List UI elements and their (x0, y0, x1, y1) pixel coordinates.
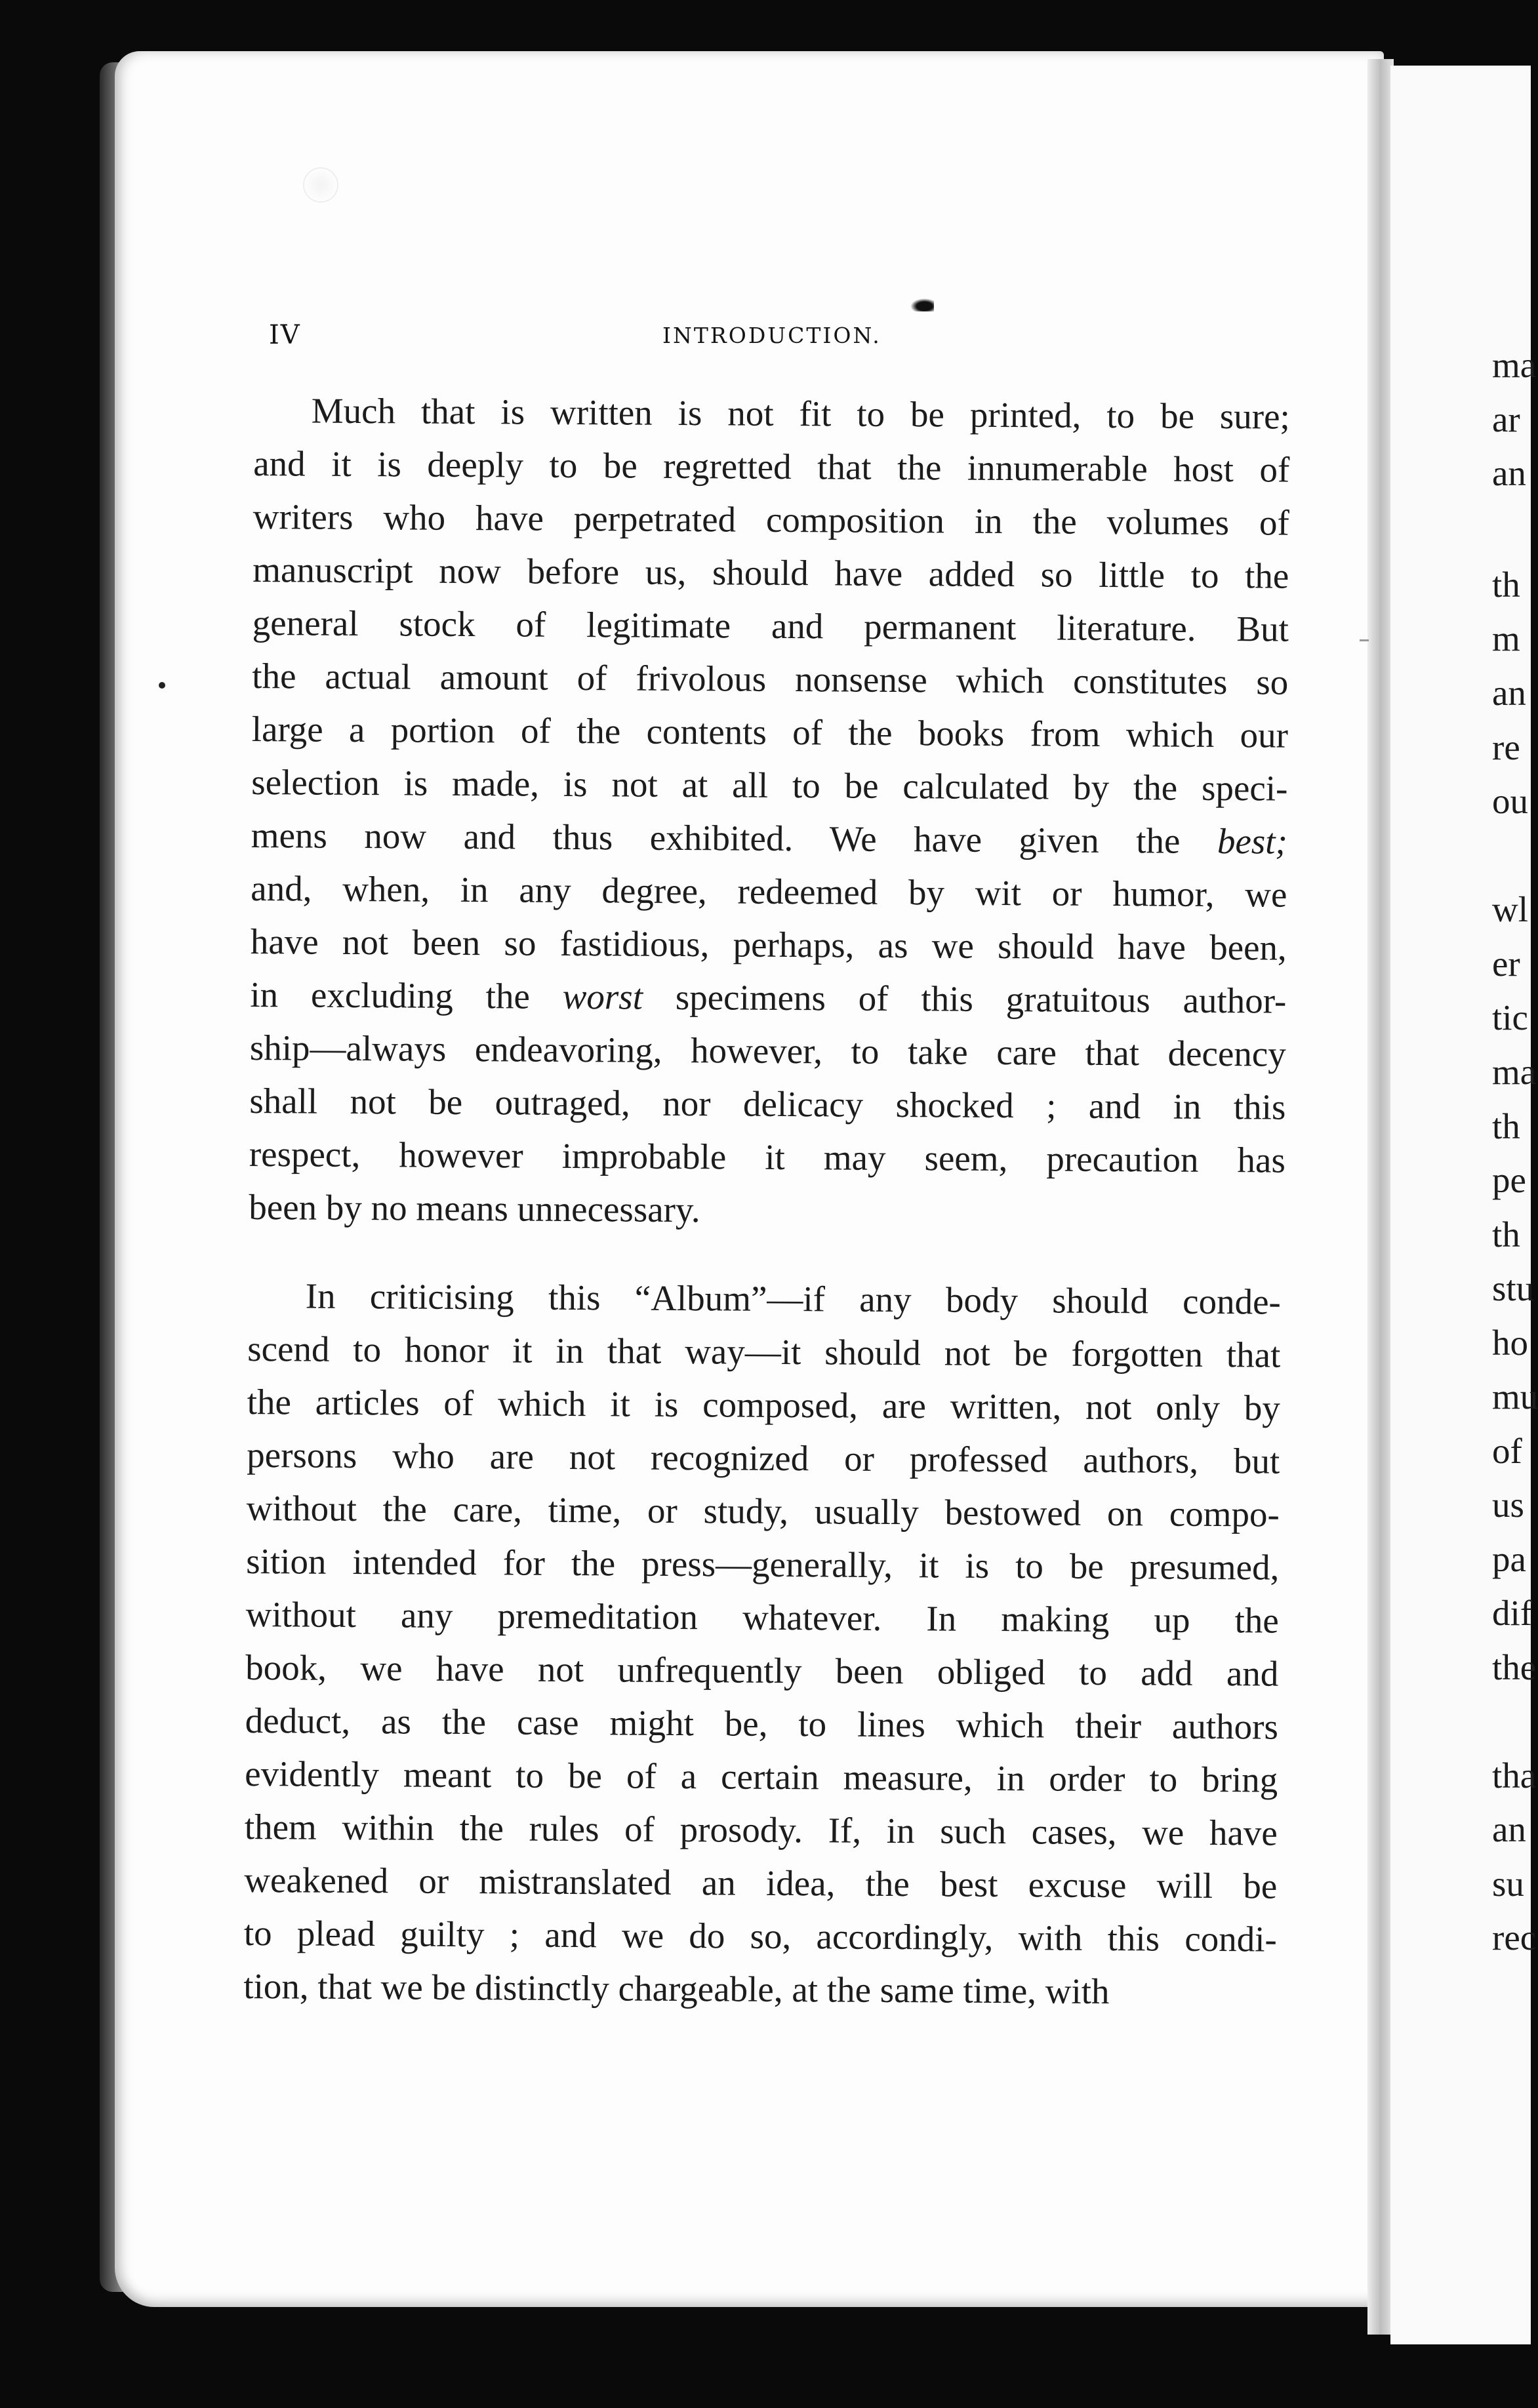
facing-page-fragment: tic (1492, 997, 1528, 1037)
text-line: Much that is written is not fit to be printed, to be sure; (311, 390, 1291, 437)
ink-blot (910, 298, 934, 311)
facing-page-fragment: th (1492, 565, 1520, 605)
text-line: deduct, as the case might be, to lines which their authors (245, 1700, 1279, 1747)
facing-page-fragment: tha (1492, 1756, 1537, 1796)
ink-dot (159, 682, 165, 689)
facing-page-fragment: an (1492, 673, 1526, 713)
facing-page-fragment: ar (1492, 399, 1520, 439)
text-line: scend to honor it in that way—it should not be forgotten that (247, 1328, 1281, 1375)
text-line: manuscript now before us, should have added so little to the (253, 549, 1289, 596)
facing-page-fragment: dif (1492, 1593, 1533, 1633)
text-line: without the care, time, or study, usually bestowed on compo- (246, 1487, 1280, 1535)
paper-stain (303, 167, 338, 203)
text-line: general stock of legitimate and permanent literature. But (252, 602, 1289, 649)
book-gutter (1367, 59, 1394, 2335)
text-line: been by no means unnecessary. (249, 1186, 700, 1230)
text-line: In criticising this “Album”—if any body should conde- (305, 1275, 1281, 1322)
text-line: weakened or mistranslated an idea, the best excuse will be (244, 1859, 1278, 1906)
text-line: large a portion of the contents of the books from which our (251, 708, 1289, 755)
page-number: IV (269, 320, 301, 350)
text-line: to plead guilty ; and we do so, accordingly, with this condi- (243, 1912, 1278, 1959)
facing-page-fragment: m (1492, 618, 1520, 658)
text-line: evidently meant to be of a certain measure, in order to bring (245, 1753, 1278, 1800)
facing-page-fragment: an (1492, 1809, 1526, 1849)
text-line: have not been so fastidious, perhaps, as we should have been, (250, 921, 1287, 968)
facing-page-fragment: mu (1492, 1376, 1538, 1416)
text-line: persons who are not recognized or professed authors, but (247, 1434, 1280, 1481)
text-line: writers who have perpetrated composition in the volumes of (253, 496, 1289, 543)
facing-page-fragment: wl (1492, 889, 1528, 929)
facing-page-fragment: th (1492, 1214, 1520, 1254)
facing-page-fragment: the (1492, 1647, 1537, 1687)
page-header (269, 320, 1292, 359)
facing-page-fragment: pe (1492, 1160, 1526, 1200)
facing-page-fragment: rec (1492, 1917, 1537, 1957)
paragraph-1 (249, 384, 1290, 1240)
facing-page-fragment: pa (1492, 1539, 1526, 1579)
facing-page-fragment: ho (1492, 1323, 1528, 1363)
facing-page-fragment: ou (1492, 781, 1528, 821)
facing-page-fragment: re (1492, 727, 1520, 767)
text-line: ship—always endeavoring, however, to take care that decency (249, 1027, 1286, 1074)
facing-page-fragment: th (1492, 1106, 1520, 1146)
facing-page-fragment: er (1492, 944, 1520, 984)
text-line: book, we have not unfrequently been obliged to add and (245, 1647, 1279, 1694)
text-line: and it is deeply to be regretted that the innumerable host of (253, 443, 1290, 490)
text-line: in excluding the worst specimens of this gratuitous author- (250, 974, 1287, 1021)
facing-page-fragment: ma (1492, 1052, 1537, 1092)
text-line: the actual amount of frivolous nonsense which constitutes so (252, 655, 1289, 702)
text-line: selection is made, is not at all to be calculated by the speci- (251, 761, 1288, 809)
margin-tick (1360, 639, 1369, 641)
facing-page-fragment: of (1492, 1431, 1522, 1471)
facing-page-fragment: su (1492, 1864, 1524, 1904)
facing-page-fragment: stu (1492, 1268, 1535, 1308)
text-line: sition intended for the press—generally, it is to be presumed, (246, 1540, 1280, 1588)
running-head: INTRODUCTION. (662, 323, 881, 348)
facing-page-fragment: an (1492, 453, 1526, 493)
text-line: tion, that we be distinctly chargeable, at the same time, with (243, 1965, 1110, 2012)
text-line: mens now and thus exhibited. We have given the best; (251, 814, 1288, 862)
text-line: them within the rules of prosody. If, in such cases, we have (244, 1806, 1278, 1853)
paragraph-2 (243, 1269, 1281, 2019)
text-line: the articles of which it is composed, are written, not only by (247, 1381, 1281, 1428)
facing-page-fragment: ma (1492, 345, 1537, 385)
facing-page-text (1492, 0, 1538, 2408)
text-line: without any premeditation whatever. In making up the (245, 1594, 1279, 1641)
text-line: respect, however improbable it may seem, precaution has (249, 1133, 1286, 1180)
facing-page-fragment: us (1492, 1485, 1524, 1525)
text-line: and, when, in any degree, redeemed by wit or humor, we (251, 868, 1287, 915)
text-line: shall not be outraged, nor delicacy shocked ; and in this (249, 1080, 1286, 1127)
